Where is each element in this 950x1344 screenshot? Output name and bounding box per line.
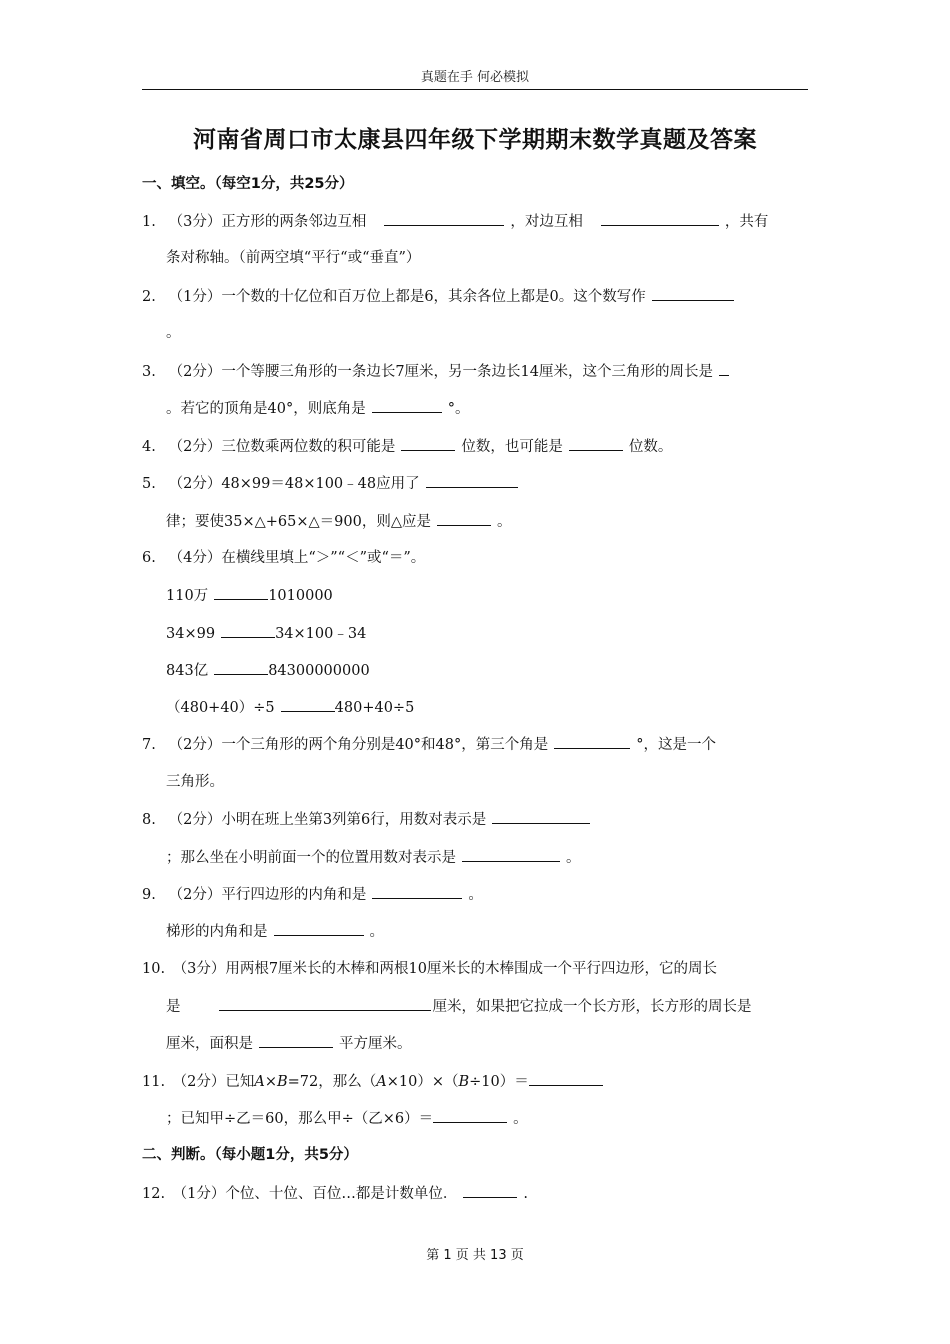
question-1-cont: 条对称轴。（前两空填“平行“或“垂直”） xyxy=(166,250,421,266)
question-9-cont: 梯形的内角和是 。 xyxy=(166,919,808,943)
answer-blank[interactable] xyxy=(281,695,335,712)
page-header: 真题在手 何必模拟 xyxy=(420,70,530,85)
question-6-row-4: （480+40）÷5 480+40÷5 xyxy=(166,695,808,719)
document-title: 河南省周口市太康县四年级下学期期末数学真题及答案 xyxy=(193,126,757,153)
question-2-cont: 。 xyxy=(166,325,181,341)
answer-blank[interactable] xyxy=(221,621,275,638)
answer-blank[interactable] xyxy=(554,732,630,749)
answer-blank[interactable] xyxy=(529,1069,603,1086)
answer-blank[interactable] xyxy=(372,882,462,899)
answer-blank[interactable] xyxy=(214,658,268,675)
answer-blank[interactable] xyxy=(462,845,560,862)
page-footer: 第 1 页 共 13 页 xyxy=(426,1248,524,1263)
answer-blank[interactable] xyxy=(259,1031,333,1048)
question-3: 3. （2分）一个等腰三角形的一条边长7厘米，另一条边长14厘米，这个三角形的周长是 xyxy=(142,359,808,383)
question-6-row-1: 110万 1010000 xyxy=(166,583,808,607)
question-4: 4. （2分）三位数乘两位数的积可能是 位数，也可能是 位数。 xyxy=(142,434,808,458)
question-7: 7. （2分）一个三角形的两个角分别是40°和48°，第三个角是 °，这是一个 xyxy=(142,732,808,756)
section-heading-judgement: 二、判断。（每小题1分，共5分） xyxy=(142,1147,358,1163)
answer-blank[interactable] xyxy=(601,209,719,226)
answer-blank[interactable] xyxy=(437,509,491,526)
section-heading-fill-blank: 一、填空。（每空1分，共25分） xyxy=(142,176,354,192)
answer-blank[interactable] xyxy=(463,1181,517,1198)
answer-blank[interactable] xyxy=(384,209,504,226)
answer-blank[interactable] xyxy=(401,434,455,451)
question-10-cont-2: 厘米，面积是 平方厘米。 xyxy=(166,1031,808,1055)
header-rule xyxy=(142,89,808,90)
answer-blank[interactable] xyxy=(652,284,734,301)
question-1: 1. （3分）正方形的两条邻边互相 ，对边互相 ，共有 xyxy=(142,209,808,233)
question-2: 2. （1分）一个数的十亿位和百万位上都是6，其余各位上都是0。这个数写作 xyxy=(142,284,808,308)
question-12: 12. （1分）个位、十位、百位…都是计数单位． . xyxy=(142,1181,808,1205)
answer-blank[interactable] xyxy=(219,994,431,1011)
question-3-cont: 。若它的顶角是40°，则底角是 °。 xyxy=(166,396,808,420)
question-6-row-2: 34×99 34×100﹣34 xyxy=(166,621,808,645)
answer-blank[interactable] xyxy=(569,434,623,451)
question-7-cont: 三角形。 xyxy=(166,774,224,790)
question-8: 8. （2分）小明在班上坐第3列第6行，用数对表示是 xyxy=(142,807,808,831)
answer-blank[interactable] xyxy=(433,1106,507,1123)
question-10-cont-1: 是 厘米，如果把它拉成一个长方形，长方形的周长是 xyxy=(166,994,808,1018)
answer-blank[interactable] xyxy=(426,471,518,488)
question-10: 10. （3分）用两根7厘米长的木棒和两根10厘米长的木棒围成一个平行四边形，它的周长 xyxy=(142,961,718,977)
answer-blank[interactable] xyxy=(492,807,590,824)
question-9: 9. （2分）平行四边形的内角和是 。 xyxy=(142,882,808,906)
question-11-cont: ；已知甲÷乙＝60，那么甲÷（乙×6）＝ 。 xyxy=(166,1106,808,1130)
question-6: 6. （4分）在横线里填上“＞”“＜”或“＝”。 xyxy=(142,550,426,566)
question-11: 11. （2分）已知A×B=72，那么（A×10）×（B÷10）＝ xyxy=(142,1069,808,1093)
question-5-cont: 律；要使35×△+65×△＝900，则△应是 。 xyxy=(166,509,808,533)
question-6-row-3: 843亿 84300000000 xyxy=(166,658,808,682)
answer-blank[interactable] xyxy=(372,396,442,413)
answer-blank[interactable] xyxy=(214,583,268,600)
answer-blank[interactable] xyxy=(719,359,729,376)
question-number: 1. xyxy=(142,214,156,230)
question-8-cont: ；那么坐在小明前面一个的位置用数对表示是 。 xyxy=(166,845,808,869)
question-5: 5. （2分）48×99＝48×100﹣48应用了 xyxy=(142,471,808,495)
answer-blank[interactable] xyxy=(274,919,364,936)
